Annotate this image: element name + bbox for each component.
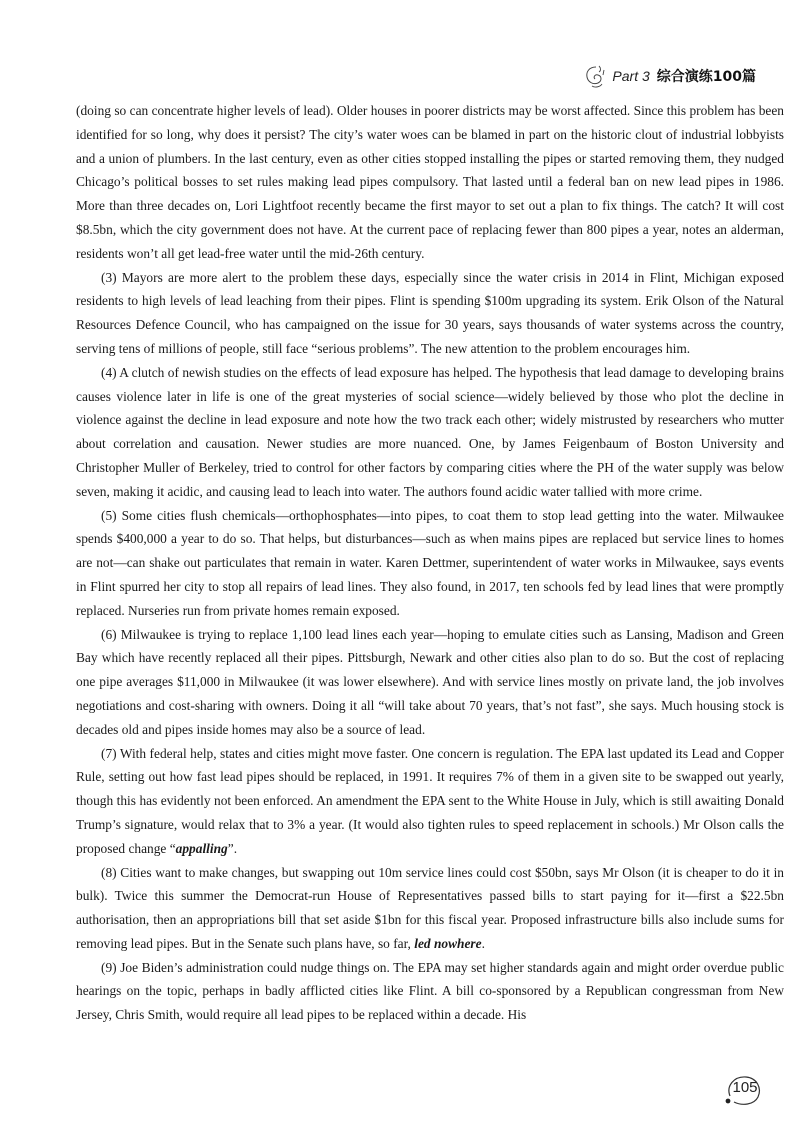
page-number: 105 [732, 1079, 758, 1096]
page-number-badge [722, 1072, 766, 1108]
paragraph-text: (5) Some cities flush chemicals—orthophosphates—into pipes, to coat them to stop lead getting into the water. Milwaukee spends $400,000 a year to do so. That helps, but disturbances—such as when mains pipes are replaced but service lines to homes are not—can shake out particulates that remain in water. Karen Dettmer, superintendent of water works in Milwaukee, says events in Flint spurred her city to stop all repairs of lead lines. They also found, in 2017, ten schools fed by lead lines that were promptly replaced. Nurseries run from private homes remain exposed. [76, 507, 784, 618]
article-body [76, 99, 784, 1027]
paragraph-text: (3) Mayors are more alert to the problem these days, especially since the water crisis in 2014 in Flint, Michigan exposed residents to high levels of lead leaching from their pipes. Flint is spending $100m upgrading its system. Erik Olson of the Natural Resources Defence Council, who has campaigned on the issue for 30 years, says thousands of water systems across the country, serving tens of millions of people, still face “serious problems”. The new attention to the problem encourages him. [76, 269, 784, 356]
paragraph-text: (6) Milwaukee is trying to replace 1,100 lead lines each year—hoping to emulate cities such as Lansing, Madison and Green Bay which have recently replaced all their pipes. Pittsburgh, Newark and other cities also plan to do so. But the cost of replacing one pipe averages $11,000 in Milwaukee (it was lower elsewhere). And with service lines mostly on private land, the job involves negotiations and cost-sharing with owners. Doing it all “will take about 70 years, that’s not fast”, she says. Much housing stock is decades old and pipes inside homes may also be a source of lead. [76, 626, 784, 737]
paragraph [76, 623, 784, 742]
doodle-swirl-icon [583, 63, 609, 89]
paragraph-text: . [481, 935, 485, 951]
paragraph-text: (8) Cities want to make changes, but swapping out 10m service lines could cost $50bn, says Mr Olson (it is cheaper to do it in bulk). Twice this summer the Democrat-run House of Representatives passed bills to start paying for it—first a $22.5bn authorisation, then an appropriations bill that set aside $1bn for this fiscal year. Proposed infrastructure bills also include sums for removing lead pipes. But in the Senate such plans have, so far, [76, 864, 784, 951]
paragraph [76, 504, 784, 623]
paragraph-text: (9) Joe Biden’s administration could nudge things on. The EPA may set higher standards again and might order overdue public hearings on the topic, perhaps in badly afflicted cities like Flint. A bill co-sponsored by a Republican congressman from New Jersey, Chris Smith, would require all lead pipes to be replaced within a decade. His [76, 959, 784, 1023]
paragraph-text: (4) A clutch of newish studies on the effects of lead exposure has helped. The hypothesis that lead damage to developing brains causes violence later in life is one of the great mysteries of social science—widely believed by those who plot the decline in violence against the decline in lead exposure and note how the two track each other; widely mistrusted by researchers who mutter about correlation and causation. Newer studies are more nuanced. One, by James Feigenbaum of Boston University and Christopher Muller of Berkeley, tried to control for other factors by comparing cities where the PH of the water supply was below seven, making it acidic, and causing lead to leach into water. The authors found acidic water tallied with more crime. [76, 364, 784, 499]
paragraph [76, 861, 784, 956]
part-label: Part 3 [612, 68, 650, 84]
paragraph-text: (7) With federal help, states and cities might move faster. One concern is regulation. The EPA last updated its Lead and Copper Rule, setting out how fast lead pipes should be replaced, in 1991. It requires 7% of them in a given site to be swapped out yearly, though this has evidently not been enforced. An amendment the EPA sent to the White House in July, which is still awaiting Donald Trump’s signature, would relax that to 3% a year. (It would also tighten rules to speed replacement in schools.) Mr Olson calls the proposed change “ [76, 745, 784, 856]
emphasized-text: led nowhere [414, 935, 482, 951]
paragraph [76, 266, 784, 361]
running-header [583, 62, 756, 90]
header-title: 综合演练100篇 [656, 69, 756, 85]
paragraph [76, 361, 784, 504]
paragraph [76, 742, 784, 861]
paragraph-text: ”. [227, 840, 238, 856]
paragraph-text: (doing so can concentrate higher levels of lead). Older houses in poorer districts may be worst affected. Since this problem has been identified for so long, why does it persist? The city’s water woes can be blamed in part on the historic clout of industrial lobbyists and a union of plumbers. In the last century, even as other cities stopped installing the pipes or started removing them, they nudged Chicago’s political bosses to set rules making lead pipes compulsory. That lasted until a federal ban on new lead pipes in 1986. More than three decades on, Lori Lightfoot recently became the first mayor to set out a plan to fix things. The catch? It will cost $8.5bn, which the city government does not have. At the current pace of replacing fewer than 800 pipes a year, notes an alderman, residents won’t all get lead-free water until the mid-26th century. [76, 103, 784, 261]
emphasized-text: appalling [175, 840, 228, 856]
paragraph [76, 956, 784, 1027]
paragraph [76, 99, 784, 266]
